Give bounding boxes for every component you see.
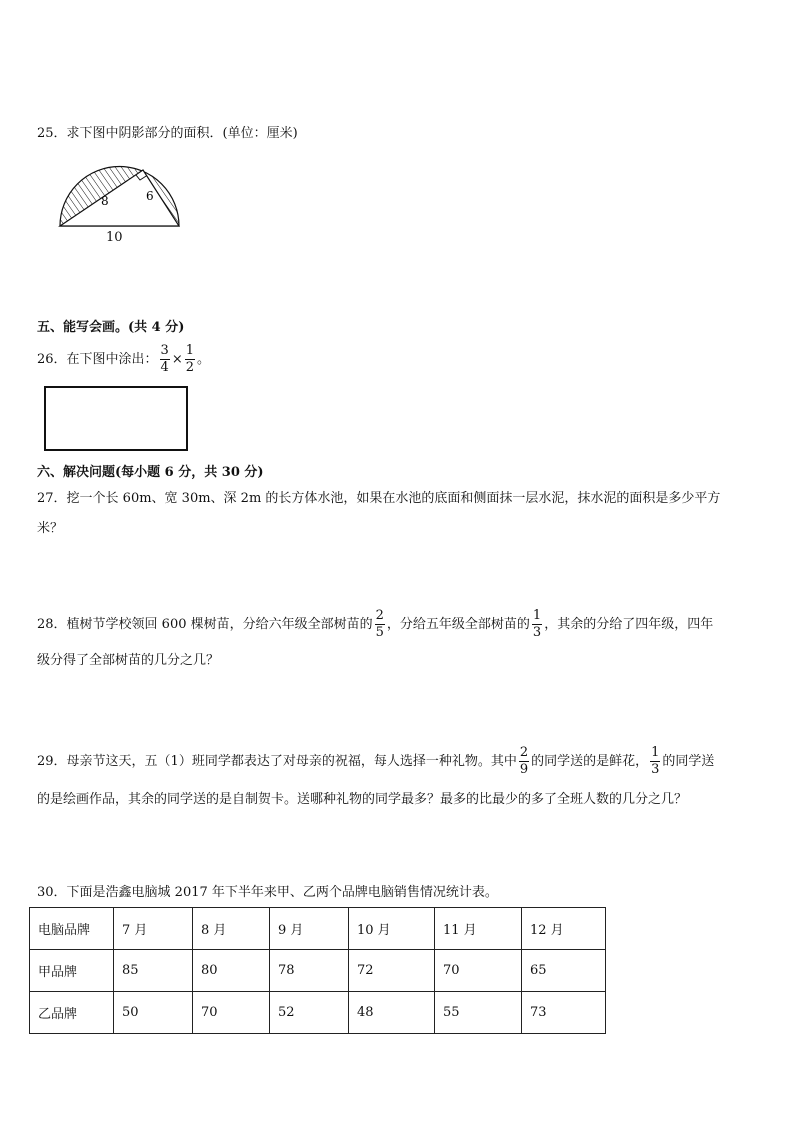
table-cell: 55 — [435, 992, 522, 1034]
q30-text: 30．下面是浩鑫电脑城 2017 年下半年来甲、乙两个品牌电脑销售情况统计表。 — [37, 885, 498, 900]
table-row — [30, 950, 606, 992]
q29-part3: 的同学送 — [662, 753, 715, 769]
rectangle-to-shade — [44, 386, 188, 451]
table-header-cell: 11 月 — [435, 908, 522, 950]
table-cell: 70 — [193, 992, 270, 1034]
table-cell: 甲品牌 — [30, 950, 114, 992]
q28-part1: 28．植树节学校领回 600 棵树苗，分给六年级全部树苗的 — [37, 616, 373, 632]
table-cell: 65 — [522, 950, 606, 992]
q29-line2: 的是绘画作品，其余的同学送的是自制贺卡。送哪种礼物的同学最多？最多的比最少的多了全班人数的几分之几？ — [37, 792, 688, 807]
table-cell: 70 — [435, 950, 522, 992]
table-cell: 72 — [349, 950, 435, 992]
fraction-1-3: $\frac{1}{3}$ — [532, 608, 542, 640]
q26-prefix: 26．在下图中涂出： — [37, 351, 158, 367]
label-10: 10 — [106, 230, 123, 245]
times-sign: × — [171, 351, 183, 367]
table-cell: 50 — [114, 992, 193, 1034]
q28-line1 — [37, 608, 713, 641]
table-header-row — [30, 908, 606, 950]
table-row — [30, 992, 606, 1034]
fraction-3-4: $\frac{3}{4}$ — [160, 343, 169, 375]
q26-suffix: 。 — [197, 351, 211, 367]
table-header-cell: 电脑品牌 — [30, 908, 114, 950]
q28-line2: 级分得了全部树苗的几分之几？ — [37, 653, 220, 668]
table-cell: 73 — [522, 992, 606, 1034]
fraction-2-5: $\frac{2}{5}$ — [375, 608, 384, 640]
table-header-cell: 10 月 — [349, 908, 435, 950]
fraction-1-2: $\frac{1}{2}$ — [185, 343, 195, 375]
q29-part1: 29．母亲节这天，五（1）班同学都表达了对母亲的祝福，每人选择一种礼物。其中 — [37, 753, 517, 769]
table-header-cell: 9 月 — [270, 908, 349, 950]
q29-line1 — [37, 745, 714, 778]
table-header-cell: 12 月 — [522, 908, 606, 950]
q26-text — [37, 343, 210, 376]
table-cell: 48 — [349, 992, 435, 1034]
section-5-title: 五、能写会画。(共 4 分) — [37, 320, 185, 335]
q25-text: 25．求下图中阴影部分的面积．(单位：厘米) — [37, 126, 298, 141]
q29-part2: 的同学送的是鲜花， — [531, 753, 649, 769]
table-cell: 乙品牌 — [30, 992, 114, 1034]
label-6: 6 — [146, 189, 154, 203]
table-cell: 80 — [193, 950, 270, 992]
table-header-cell: 7 月 — [114, 908, 193, 950]
q27-line1: 27．挖一个长 60m、宽 30m、深 2m 的长方体水池，如果在水池的底面和侧面抹一层水泥，抹水泥的面积是多少平方 — [37, 491, 721, 506]
q28-part3: ，其余的分给了四年级，四年 — [544, 616, 714, 632]
table-cell: 78 — [270, 950, 349, 992]
table-header-cell: 8 月 — [193, 908, 270, 950]
table-cell: 52 — [270, 992, 349, 1034]
sales-table — [29, 907, 606, 1034]
section-6-title: 六、解决问题(每小题 6 分，共 30 分) — [37, 465, 264, 480]
label-8: 8 — [101, 194, 109, 208]
fraction-2-9: $\frac{2}{9}$ — [519, 745, 529, 777]
fraction-1-3-b: $\frac{1}{3}$ — [651, 745, 660, 777]
table-cell: 85 — [114, 950, 193, 992]
q28-part2: ，分给五年级全部树苗的 — [386, 616, 530, 632]
q27-line2: 米？ — [37, 521, 64, 536]
